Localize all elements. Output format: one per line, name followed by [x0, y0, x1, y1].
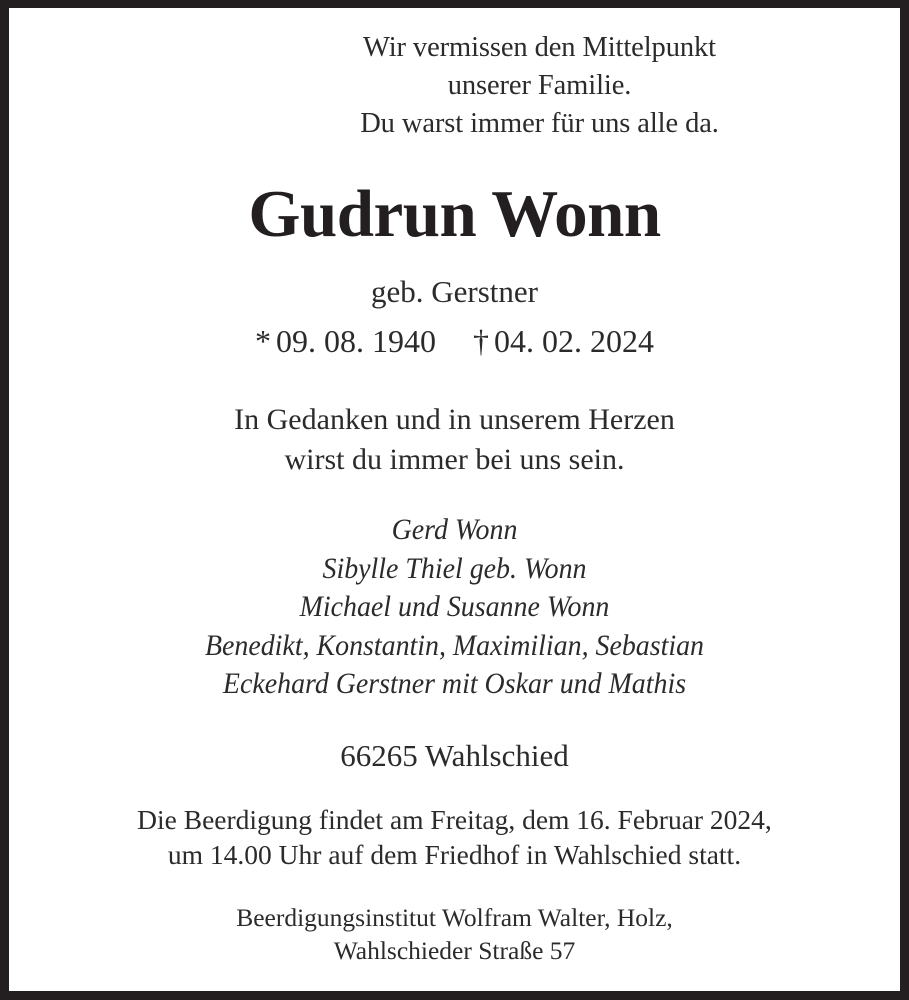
death-date-group [473, 321, 654, 361]
epitaph-line-2: unserer Familie. [447, 70, 632, 101]
obituary-notice-body [9, 8, 900, 991]
verse-line-2: wirst du immer bei uns sein. [284, 443, 625, 476]
mourners-list [9, 511, 900, 704]
birth-date: 09. 08. 1940 [276, 323, 436, 359]
funeral-arrangements [9, 802, 900, 872]
undertaker-credit [9, 901, 900, 967]
verse-line-1: In Gedanken und in unserem Herzen [234, 403, 675, 436]
undertaker-line-1: Beerdigungsinstitut Wolfram Walter, Holz, [236, 903, 673, 932]
epitaph-line-1: Wir vermissen den Mittelpunkt [363, 32, 716, 63]
mourner-line: Gerd Wonn [391, 513, 518, 546]
death-cross-icon: † [473, 323, 489, 359]
death-date: 04. 02. 2024 [494, 323, 654, 359]
mourner-line: Michael und Susanne Wonn [299, 590, 610, 623]
mourner-line: Sibylle Thiel geb. Wonn [322, 551, 587, 585]
arrangements-line-2: um 14.00 Uhr auf dem Friedhof in Wahlschied statt. [167, 839, 742, 870]
remembrance-verse [9, 400, 900, 480]
life-dates [9, 321, 900, 361]
deceased-maiden-name: geb. Gerstner [371, 274, 538, 309]
undertaker-line-2: Wahlschieder Straße 57 [333, 936, 576, 965]
birth-symbol-icon: * [255, 323, 271, 359]
mourner-line: Benedikt, Konstantin, Maximilian, Sebastian [204, 628, 705, 662]
place-of-residence: 66265 Wahlschied [340, 738, 569, 773]
deceased-name: Gudrun Wonn [248, 177, 661, 251]
arrangements-line-1: Die Beerdigung findet am Freitag, dem 16. Februar 2024, [137, 804, 772, 835]
birth-date-group [255, 321, 436, 361]
epitaph-line-3: Du warst immer für uns alle da. [360, 108, 719, 139]
epitaph-text [9, 29, 900, 143]
mourner-line: Eckehard Gerstner mit Oskar und Mathis [222, 667, 687, 700]
